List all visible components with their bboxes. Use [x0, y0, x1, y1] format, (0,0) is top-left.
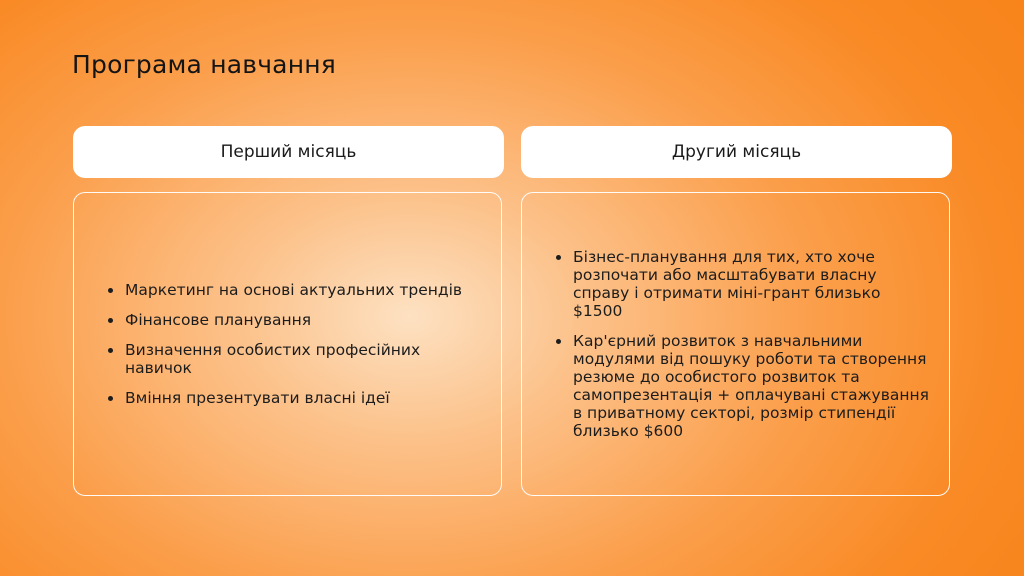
list-item — [108, 281, 481, 299]
first-month-header-label: Перший місяць — [220, 142, 357, 162]
list-item-text: Вміння презентувати власні ідеї — [125, 389, 390, 407]
second-month-header-label: Другий місяць — [671, 142, 802, 162]
bullet-icon — [108, 396, 113, 401]
slide-title: Програма навчання — [72, 50, 337, 79]
list-item — [556, 332, 929, 440]
list-item — [108, 341, 481, 377]
bullet-icon — [108, 318, 113, 323]
list-item — [556, 248, 929, 320]
bullet-icon — [108, 348, 113, 353]
bullet-icon — [556, 255, 561, 260]
second-month-panel — [521, 192, 950, 496]
list-item-text: Кар'єрний розвиток з навчальними модулями від пошуку роботи та створення резюме до особистого розвиток та самопрезентація + оплачувані стажування в приватному секторі, розмір стипендії близько $600 — [573, 332, 929, 440]
first-month-panel — [73, 192, 502, 496]
second-month-header — [521, 126, 952, 178]
bullet-icon — [108, 288, 113, 293]
list-item-text: Визначення особистих професійних навичок — [125, 341, 421, 377]
bullet-icon — [556, 339, 561, 344]
second-month-list — [522, 248, 949, 440]
list-item-text: Бізнес-планування для тих, хто хоче розпочати або масштабувати власну справу і отримати міні-грант близько $1500 — [573, 248, 881, 320]
first-month-list — [74, 281, 501, 407]
list-item — [108, 311, 481, 329]
list-item-text: Маркетинг на основі актуальних трендів — [125, 281, 463, 299]
list-item — [108, 389, 481, 407]
first-month-header — [73, 126, 504, 178]
list-item-text: Фінансове планування — [125, 311, 312, 329]
